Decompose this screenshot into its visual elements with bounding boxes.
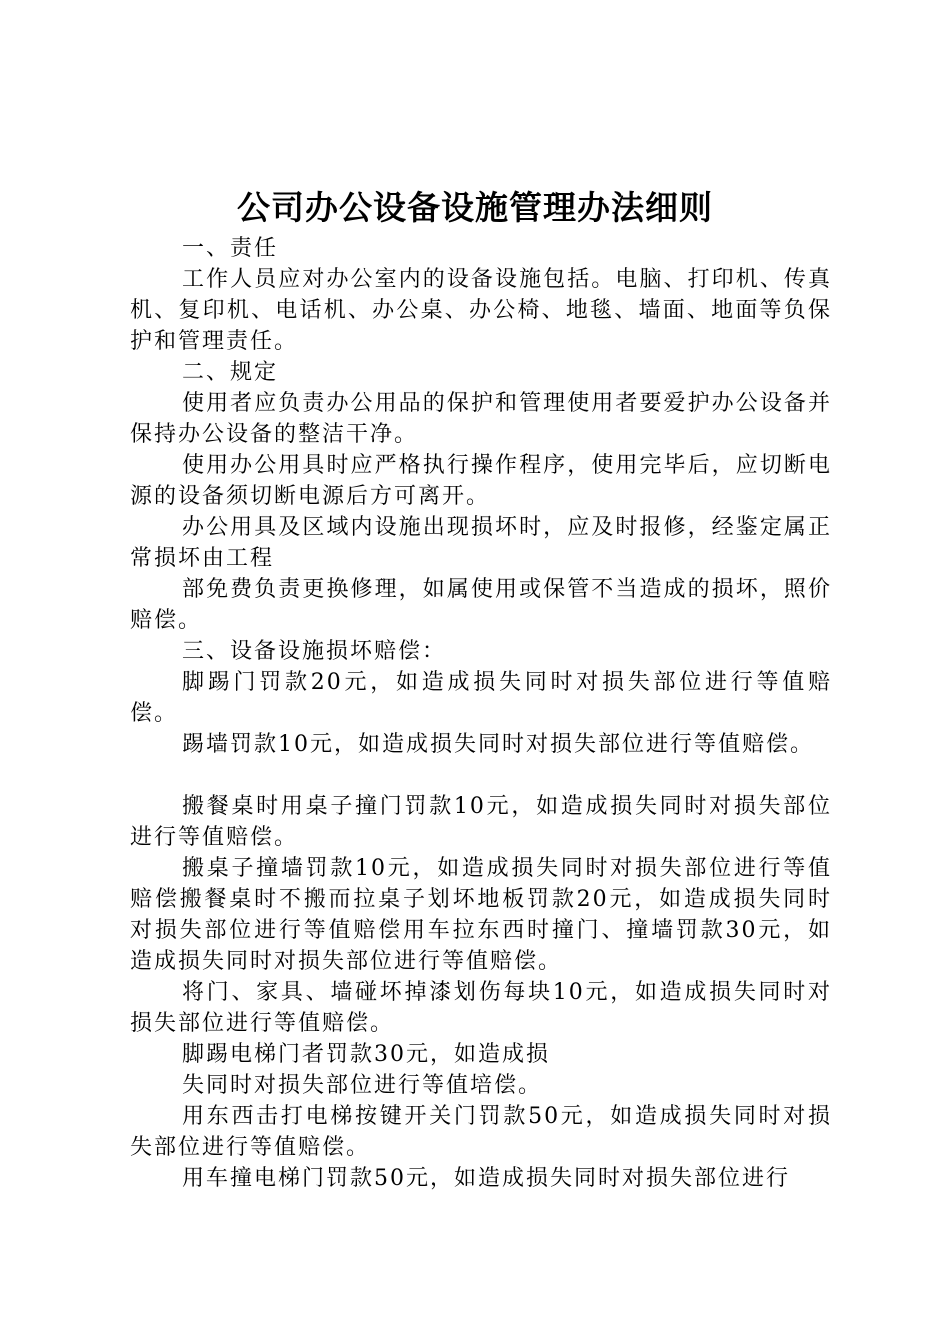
paragraph: 脚踢电梯门者罚款30元，如造成损: [182, 1042, 550, 1067]
paragraph: 部免费负责更换修理，如属使用或保管不当造成的损坏，照价赔偿。: [130, 577, 832, 633]
paragraph: 办公用具及区域内设施出现损坏时，应及时报修，经鉴定属正常损坏由工程: [130, 515, 832, 571]
paragraph: 使用者应负责办公用品的保护和管理使用者要爱护办公设备并保持办公设备的整洁干净。: [130, 391, 832, 447]
paragraph: 失同时对损失部位进行等值培偿。: [182, 1073, 543, 1098]
section-heading-rules: 二、规定: [182, 360, 279, 385]
document-title: 公司办公设备设施管理办法细则: [237, 188, 713, 227]
paragraph: 用东西击打电梯按键开关门罚款50元，如造成损失同时对损失部位进行等值赔偿。: [130, 1104, 832, 1160]
paragraph: 用车撞电梯门罚款50元，如造成损失同时对损失部位进行: [182, 1166, 790, 1191]
blank-line: [130, 760, 832, 791]
document-body: [130, 233, 832, 1194]
section-heading-compensation: 三、设备设施损坏赔偿：: [182, 639, 447, 664]
paragraph: 踢墙罚款10元，如造成损失同时对损失部位进行等值赔偿。: [182, 732, 814, 757]
paragraph: 工作人员应对办公室内的设备设施包括。电脑、打印机、传真机、复印机、电话机、办公桌、办公椅、地毯、墙面、地面等负保护和管理责任。: [130, 267, 832, 354]
paragraph: 将门、家具、墙碰坏掉漆划伤每块10元，如造成损失同时对损失部位进行等值赔偿。: [130, 980, 832, 1036]
section-heading-responsibility: 一、责任: [182, 236, 279, 261]
paragraph: 搬桌子撞墙罚款10元，如造成损失同时对损失部位进行等值赔偿搬餐桌时不搬而拉桌子划坏地板罚款20元，如造成损失同时对损失部位进行等值赔偿用车拉东西时撞门、撞墙罚款30元，如造成损失同时对损失部位进行等值赔偿。: [130, 856, 832, 974]
paragraph: 搬餐桌时用桌子撞门罚款10元，如造成损失同时对损失部位进行等值赔偿。: [130, 794, 832, 850]
paragraph: 使用办公用具时应严格执行操作程序，使用完毕后，应切断电源的设备须切断电源后方可离开。: [130, 453, 832, 509]
paragraph: 脚踢门罚款20元，如造成损失同时对损失部位进行等值赔偿。: [130, 670, 832, 726]
